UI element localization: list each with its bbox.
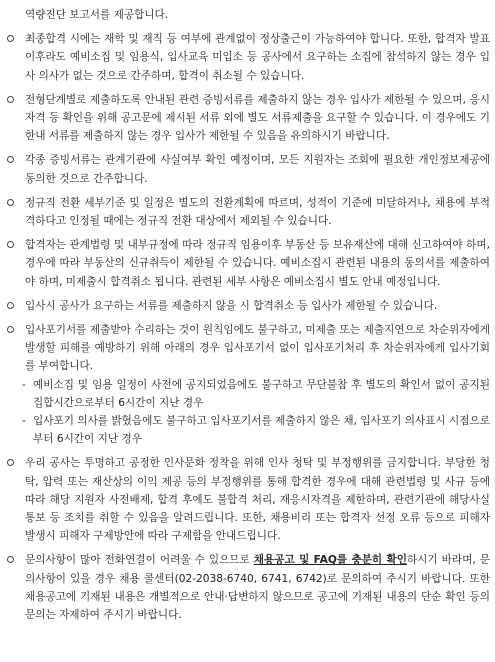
notice-item-1: [0, 30, 490, 85]
notice-text: 입사시 공사가 요구하는 서류를 제출하지 않을 시 합격취소 등 입사가 제한될 수 있습니다.: [25, 299, 438, 312]
circle-bullet-icon: [7, 96, 14, 103]
contact-text-after: 하시기 바라며, 문의사항이 있을 경우 채용 콜센터(02-2038-6740, 6741, 6742)로 문의하여 주시기 바랍니다. 또한 채용공고에 기재된 내용은 개별적으로 안내·답변하지 않으므로 공고에 기재된 내용의 단순 확인 등의 문의는 자제하여 주시기 바랍니다.: [25, 554, 490, 622]
notice-item-contact: [0, 551, 490, 624]
sub-item-text: 예비소집 및 임용 일정이 사전에 공지되었음에도 불구하고 무단불참 후 별도의 확인서 없이 공지된 집합시간으로부터 6시간이 지난 경우: [33, 378, 490, 409]
dash-marker: -: [22, 415, 26, 428]
notice-item-5: [0, 236, 490, 291]
notice-text: 입사포기서를 제출받아 수리하는 것이 원칙임에도 불구하고, 미제출 또는 제출지연으로 차순위자에게 발생할 피해를 예방하기 위해 아래의 경우 입사포기서 없이 입사포기처리 후 차순위자에게 입사기회를 부여합니다.: [25, 324, 490, 373]
document-page: [0, 6, 495, 662]
notice-text: 정규직 전환 세부기준 및 일정은 별도의 전환계획에 따르며, 성적이 기준에 미달하거나, 채용에 부적격하다고 인정될 때에는 정규직 전환 대상에서 제외될 수 있습니다.: [25, 196, 490, 228]
notice-item-3: [0, 151, 490, 187]
circle-bullet-icon: [7, 326, 14, 333]
notice-item-4: [0, 194, 490, 230]
notice-item-7: [0, 321, 490, 376]
circle-bullet-icon: [7, 556, 14, 563]
notice-text: 최종합격 시에는 재학 및 재직 등 여부에 관계없이 정상출근이 가능하여야 합니다. 또한, 합격자 발표 이후라도 예비소집 및 임용식, 입사교육 미입소 등 공사에서 요구하는 소집에 참석하지 않는 경우 입사 의사가 없는 것으로 간주하며, 합격이 취소될 수 있습니다.: [25, 33, 490, 82]
circle-bullet-icon: [7, 302, 14, 309]
notice-text: 합격자는 관계법령 및 내부규정에 따라 정규직 임용이후 부동산 등 보유재산에 대해 신고하여야 하며, 경우에 따라 부동산의 신규취득이 제한될 수 있습니다. 예비소집시 관련된 내용의 동의서를 제출하여야 하며, 미제출시 합격취소 됩니다. 관련된 세부 사항은 예비소집시 별도 안내 예정입니다.: [25, 239, 490, 288]
notice-text: 전형단계별로 제출하도록 안내된 관련 증빙서류를 제출하지 않는 경우 입사가 제한될 수 있으며, 응시자격 등 확인을 위해 공고문에 제시된 서류 외에 별도 서류제출을 요구할 수 있습니다. 이 경우에도 기한내 서류를 제출하지 않는 경우 입사가 제한될 수 있음을 유의하시기 바랍니다.: [25, 93, 490, 143]
notice-item-fairness: [0, 454, 490, 545]
circle-bullet-icon: [7, 459, 14, 466]
circle-bullet-icon: [7, 35, 14, 42]
circle-bullet-icon: [7, 241, 14, 248]
faq-emphasis: 채용공고 및 FAQ를 충분히 확인: [253, 554, 407, 567]
sub-item-1: [0, 376, 490, 412]
notice-text: 각종 증빙서류는 관계기관에 사실여부 확인 예정이며, 모든 지원자는 조회에 필요한 개인정보제공에 동의한 것으로 간주합니다.: [25, 154, 490, 185]
intro-line: 역량진단 보고서를 제공합니다.: [25, 9, 169, 21]
circle-bullet-icon: [7, 199, 14, 206]
notice-text: 우리 공사는 투명하고 공정한 인사문화 정착을 위해 인사 청탁 및 부정행위를 금지합니다. 부당한 청탁, 압력 또는 재산상의 이익 제공 등의 부정행위를 통해 합격한 경우에 대해 관련법령 및 사규 등에 따라 해당 지원자 사전배제, 합격 후에도 불합격 처리, 재응시자격을 제한하며, 관련기관에 해당사실 통보 등 조치를 취할 수 있음을 알려드립니다. 또한, 채용비리 또는 합격자 선정 오류 등으로 피해자 발생시 피해자 구제방안에 따라 구제함을 안내드립니다.: [25, 457, 490, 543]
contact-text-before: 문의사항이 많아 전화연결이 어려울 수 있으므로: [25, 554, 254, 567]
dash-marker: -: [22, 378, 26, 391]
circle-bullet-icon: [7, 156, 14, 163]
sub-item-text: 입사포기 의사를 밝혔음에도 불구하고 입사포기서를 제출하지 않은 채, 입사포기 의사표시 시점으로부터 6시간이 지난 경우: [33, 415, 490, 446]
notice-item-6: [0, 297, 490, 315]
notice-item-2: [0, 91, 490, 146]
sub-item-2: [0, 412, 490, 448]
